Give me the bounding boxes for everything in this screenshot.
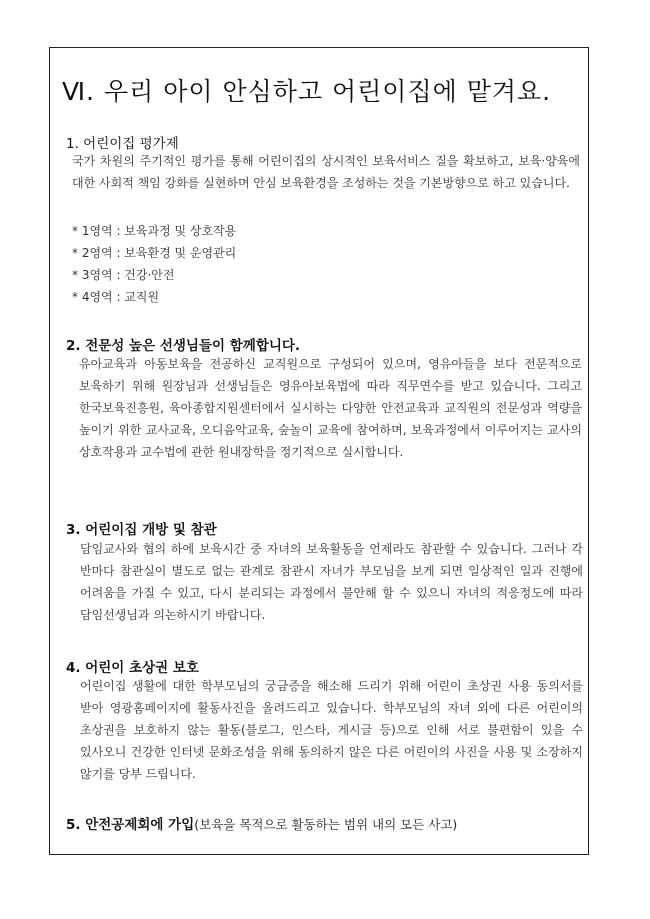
section-3-text: 담임교사와 협의 하에 보육시간 중 자녀의 보육활동을 언제라도 참관할 수 있습니다. 그러나 각 반마다 참관실이 별도로 없는 관계로 참관시 자녀가 부모님을 보게 되면 일상적인 일과 진행에 어려움을 가질 수 있고, 다시 분리되는 과정에서 불안해 할 수 있으니 자녀의 적응정도에 따라 담임선생님과 의논하시기 바랍니다. [80, 542, 583, 622]
section-2-text: 유아교육과 아동보육을 전공하신 교직원으로 구성되어 있으며, 영유아들을 보다 전문적으로 보육하기 위해 원장님과 선생님들은 영유아보육법에 따라 직무연수를 받고 있습니다. 그리고 한국보육진흥원, 육아종합지원센터에서 실시하는 다양한 안전교육과 교직원의 전문성과 역량을 높이기 위한 교사교육, 오디음악교육, 숲놀이 교육에 참여하며, 보육과정에서 이루어지는 교사의 상호작용과 교수법에 관한 원내장학을 정기적으로 실시합니다. [79, 357, 582, 459]
section-4-text: 어린이집 생활에 대한 학부모님의 궁금증을 해소해 드리기 위해 어린이 초상권 사용 동의서를 받아 영광홈페이지에 활동사진을 올려드리고 있습니다. 학부모님의 자녀 외에 다른 어린이의 초상권을 보호하지 않는 활동(블로그, 인스타, 게시글 등)으로 인해 서로 불편함이 있을 수 있사오니 건강한 인터넷 문화조성을 위해 동의하지 않은 다른 어린이의 사진을 사용 및 소장하지 않기를 당부 드립니다. [80, 679, 583, 781]
section-5-heading [66, 813, 457, 833]
section-2-body [79, 353, 582, 463]
section-4-body [80, 675, 583, 785]
section-2-heading: 2. 전문성 높은 선생님들이 함께합니다. [66, 338, 301, 354]
section-5-title: 5. 안전공제회에 가입 [66, 817, 195, 833]
page-title: Ⅵ. 우리 아이 안심하고 어린이집에 맡겨요. [62, 77, 552, 106]
section-1-item-1: * 1영역 : 보육과정 및 상호작용 [72, 224, 237, 238]
section-1-item-4: * 4영역 : 교직원 [72, 290, 160, 304]
section-4-heading: 4. 어린이 초상권 보호 [66, 660, 199, 676]
section-5-note: (보육을 목적으로 활동하는 범위 내의 모든 사고) [194, 817, 458, 832]
section-3-body [80, 538, 583, 626]
section-1-text: 국가 차원의 주기적인 평가를 통해 어린이집의 상시적인 보육서비스 질을 확보하고, 보육·양육에 대한 사회적 책임 강화를 실현하며 안심 보육환경을 조성하는 것을 기본방향으로 하고 있습니다. [72, 154, 580, 190]
section-1-item-3: * 3영역 : 건강·안전 [72, 268, 175, 282]
section-1-heading: 1. 어린이집 평가제 [66, 136, 179, 152]
section-3-heading: 3. 어린이집 개방 및 참관 [66, 522, 217, 538]
section-1-body [72, 150, 580, 194]
section-1-item-2: * 2영역 : 보육환경 및 운영관리 [72, 246, 237, 260]
